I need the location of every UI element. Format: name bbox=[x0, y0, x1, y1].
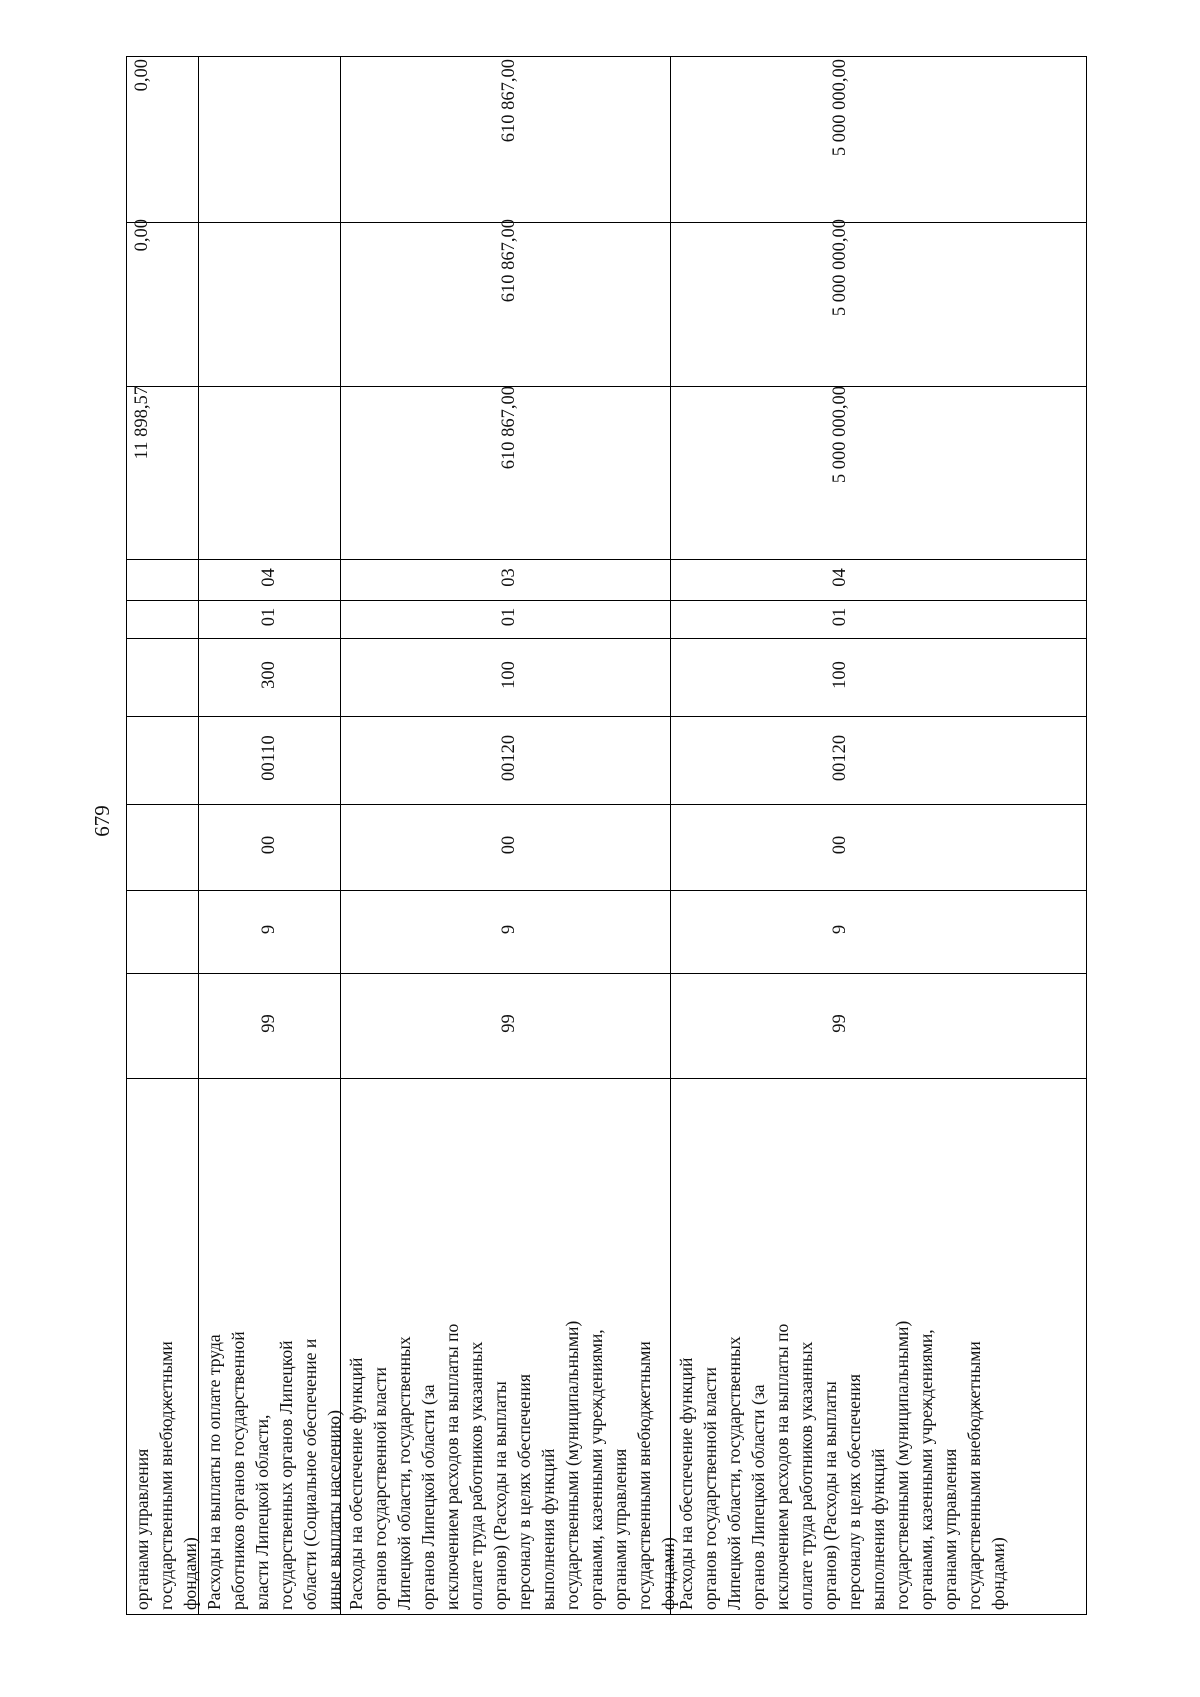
code-cell: 9 bbox=[259, 924, 279, 935]
page-number: 679 bbox=[90, 805, 114, 837]
row-description: Расходы на выплаты по оплате труда работников органов государственной власти Липецкой области, государственных органов Липецкой области (Социальное обеспечение и иные выплаты населению) bbox=[204, 1331, 344, 1610]
code-cell: 00110 bbox=[259, 735, 279, 781]
amount-cell: 610 867,00 bbox=[499, 219, 519, 303]
code-cell: 9 bbox=[830, 924, 850, 935]
column-divider bbox=[126, 386, 1087, 387]
code-cell: 00 bbox=[259, 835, 279, 855]
column-divider bbox=[126, 222, 1087, 223]
code-cell: 00120 bbox=[499, 734, 519, 782]
amount-cell: 5 000 000,00 bbox=[830, 386, 850, 484]
code-cell: 300 bbox=[259, 661, 279, 689]
amount-cell: 0,00 bbox=[132, 219, 152, 252]
code-cell: 00120 bbox=[830, 734, 850, 782]
row-divider bbox=[340, 56, 341, 1615]
amount-cell: 610 867,00 bbox=[499, 386, 519, 470]
table-border-right bbox=[1086, 56, 1087, 1615]
row-description: органами управления государственными внебюджетными фондами) bbox=[132, 1341, 200, 1610]
code-cell: 01 bbox=[499, 607, 519, 627]
row-description: Расходы на обеспечение функций органов государственной власти Липецкой области, государственных органов Липецкой области (за исключением расходов на выплаты по оплате труда работников указанных органов) (Расходы на выплаты персоналу в целях обеспечения выполнения функций государственными (муниципальными) органами, казенными учреждениями, органами управления государственными внебюджетными фондами) bbox=[676, 1320, 1008, 1610]
row-divider bbox=[198, 56, 199, 1615]
code-cell: 99 bbox=[259, 1014, 279, 1033]
code-cell: 00 bbox=[830, 835, 850, 855]
code-cell: 00 bbox=[499, 835, 519, 855]
table-border-left bbox=[126, 56, 127, 1615]
code-cell: 99 bbox=[499, 1014, 519, 1033]
code-cell: 04 bbox=[830, 568, 850, 587]
amount-cell: 5 000 000,00 bbox=[830, 59, 850, 157]
amount-cell: 610 867,00 bbox=[499, 59, 519, 143]
table-border-top bbox=[126, 56, 1087, 57]
budget-table bbox=[126, 56, 1087, 1615]
amount-cell: 0,00 bbox=[132, 59, 152, 92]
code-cell: 99 bbox=[830, 1014, 850, 1033]
amount-cell: 11 898,57 bbox=[132, 386, 152, 460]
amount-cell: 5 000 000,00 bbox=[830, 219, 850, 317]
code-cell: 100 bbox=[499, 661, 519, 689]
code-cell: 01 bbox=[259, 607, 279, 627]
code-cell: 9 bbox=[499, 924, 519, 935]
code-cell: 03 bbox=[499, 568, 519, 587]
row-description: Расходы на обеспечение функций органов государственной власти Липецкой области, государственных органов Липецкой области (за исключением расходов на выплаты по оплате труда работников указанных органов) (Расходы на выплаты персоналу в целях обеспечения выполнения функций государственными (муниципальными) органами, казенными учреждениями, органами управления государственными внебюджетными фондами) bbox=[346, 1320, 678, 1610]
code-cell: 100 bbox=[830, 661, 850, 689]
table-border-bottom bbox=[126, 1614, 1087, 1615]
code-cell: 01 bbox=[830, 607, 850, 627]
code-cell: 04 bbox=[259, 568, 279, 587]
